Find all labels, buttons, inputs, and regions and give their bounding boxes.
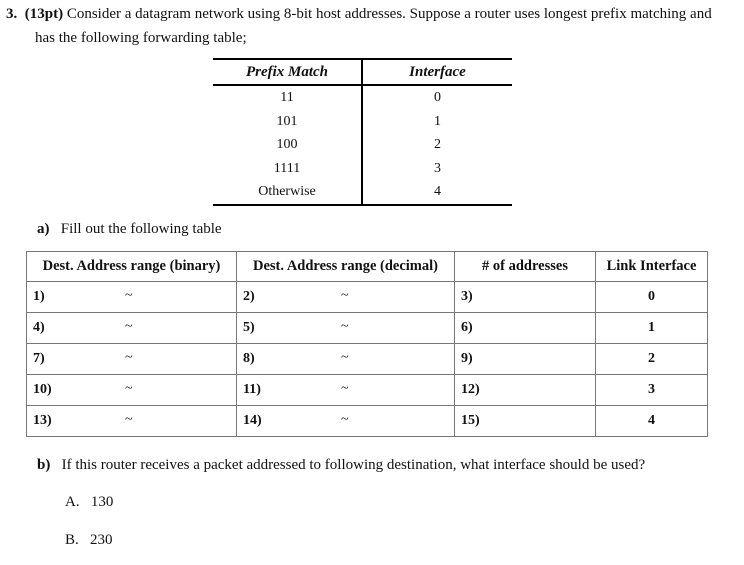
forwarding-table (213, 58, 512, 206)
option-value: 230 (90, 532, 113, 548)
cell-label: 15) (461, 413, 480, 428)
forwarding-table-header (213, 60, 512, 86)
cell-label: 14) (243, 413, 262, 428)
cell-label: 8) (243, 351, 255, 366)
cell-label: 10) (33, 382, 52, 397)
cell-label: 5) (243, 320, 255, 335)
option-letter: B. (65, 532, 79, 548)
decimal-range-cell[interactable] (237, 344, 455, 375)
tilde: ~ (125, 319, 133, 334)
table-row (27, 344, 708, 375)
binary-range-cell[interactable] (27, 406, 237, 437)
question-text-1: Consider a datagram network using 8-bit host addresses. Suppose a router uses longest prefix matching and (66, 6, 712, 22)
tilde: ~ (125, 412, 133, 427)
binary-range-cell[interactable] (27, 375, 237, 406)
option-letter: A. (65, 494, 80, 510)
interface-cell: 3 (434, 160, 441, 176)
table-row (213, 86, 512, 110)
header-decimal-range: Dest. Address range (decimal) (237, 252, 455, 282)
decimal-range-cell[interactable] (237, 282, 455, 313)
tilde: ~ (125, 381, 133, 396)
tilde: ~ (125, 350, 133, 365)
part-b-label: b) (37, 457, 51, 473)
cell-label: 11) (243, 382, 261, 397)
option-b (65, 532, 113, 549)
interface-cell: 4 (434, 184, 441, 199)
cell-label: 2) (243, 289, 255, 304)
header-num-addresses: # of addresses (455, 252, 596, 282)
table-bottom-rule (213, 204, 512, 206)
table-row (213, 180, 512, 204)
prefix-cell: 1111 (213, 157, 363, 181)
table-row (213, 133, 512, 157)
table-row (27, 375, 708, 406)
question-line-2: has the following forwarding table; (35, 30, 247, 46)
num-addresses-cell[interactable] (455, 344, 596, 375)
part-a-label: a) (37, 221, 50, 237)
decimal-range-cell[interactable] (237, 375, 455, 406)
cell-label: 4) (33, 320, 45, 335)
part-b-heading (37, 457, 645, 474)
link-interface-cell: 0 (596, 282, 708, 313)
num-addresses-cell[interactable] (455, 406, 596, 437)
cell-label: 6) (461, 320, 473, 335)
option-value: 130 (90, 494, 114, 510)
prefix-cell: 11 (213, 86, 363, 110)
binary-range-cell[interactable] (27, 344, 237, 375)
table-row (27, 282, 708, 313)
decimal-range-cell[interactable] (237, 313, 455, 344)
table-row (27, 406, 708, 437)
tilde: ~ (341, 288, 349, 303)
fill-out-table (26, 251, 708, 437)
header-prefix-match: Prefix Match (213, 60, 363, 84)
part-b-text: If this router receives a packet addressed to following destination, what interface should be used? (61, 457, 646, 473)
tilde: ~ (341, 381, 349, 396)
interface-cell: 2 (434, 137, 441, 152)
link-interface-cell: 4 (596, 406, 708, 437)
num-addresses-cell[interactable] (455, 282, 596, 313)
decimal-range-cell[interactable] (237, 406, 455, 437)
header-binary-range: Dest. Address range (binary) (27, 252, 237, 282)
prefix-cell: 100 (213, 133, 363, 157)
part-a-heading (37, 221, 222, 238)
interface-cell: 1 (434, 113, 441, 129)
question-points: (13pt) (24, 6, 64, 22)
binary-range-cell[interactable] (27, 313, 237, 344)
cell-label: 7) (33, 351, 45, 366)
cell-label: 3) (461, 289, 473, 304)
part-a-text: Fill out the following table (60, 221, 222, 237)
table-row (213, 157, 512, 181)
cell-label: 12) (461, 382, 480, 397)
cell-label: 9) (461, 351, 473, 366)
tilde: ~ (341, 412, 349, 427)
binary-range-cell[interactable] (27, 282, 237, 313)
link-interface-cell: 2 (596, 344, 708, 375)
option-a (65, 494, 113, 511)
interface-cell: 0 (434, 90, 441, 105)
tilde: ~ (341, 350, 349, 365)
cell-label: 1) (33, 289, 45, 304)
header-interface: Interface (409, 64, 466, 80)
cell-label: 13) (33, 413, 52, 428)
link-interface-cell: 3 (596, 375, 708, 406)
header-link-interface: Link Interface (596, 252, 708, 282)
question-line-1 (6, 6, 712, 23)
link-interface-cell: 1 (596, 313, 708, 344)
prefix-cell: 101 (213, 110, 363, 134)
num-addresses-cell[interactable] (455, 313, 596, 344)
table-row (27, 313, 708, 344)
tilde: ~ (341, 319, 349, 334)
question-number: 3. (6, 6, 18, 22)
prefix-cell: Otherwise (213, 180, 363, 204)
table-row (213, 110, 512, 134)
fill-table-header (27, 252, 708, 282)
num-addresses-cell[interactable] (455, 375, 596, 406)
tilde: ~ (125, 288, 133, 303)
